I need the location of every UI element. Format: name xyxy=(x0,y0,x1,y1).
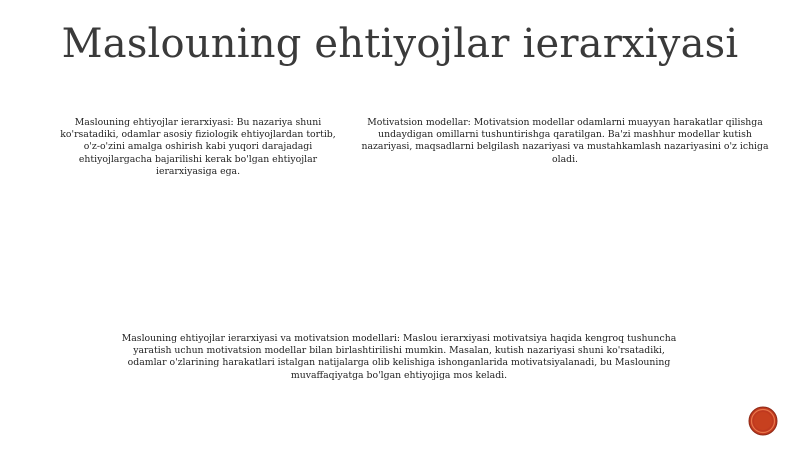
slide-title: Maslouning ehtiyojlar ierarxiyasi xyxy=(61,21,739,67)
text-block-combined: Maslouning ehtiyojlar ierarxiyasi va motivatsion modellari: Maslou ierarxiyasi motivatsiya haqida kengroq tushuncha yaratish uchun motivatsion modellar bilan birlashtirilishi mumkin. Masalan, kutish nazariyasi shuni ko'rsatadiki, odamlar o'zlarining harakatlari istalgan natijalarga olib kelishiga ishonganlarida motivatsiyalanadi, bu Maslouning muvaffaqiyatga bo'lgan ehtiyojiga mos keladi. xyxy=(121,333,677,381)
next-slide-button[interactable] xyxy=(748,406,778,436)
text-block-maslow-hierarchy: Maslouning ehtiyojlar ierarxiyasi: Bu nazariya shuni ko'rsatadiki, odamlar asosiy fiziologik ehtiyojlardan tortib, o'z-o'zini amalga oshirish kabi yuqori darajadagi ehtiyojlargacha bajarilishi kerak bo'lgan ehtiyojlar ierarxiyasiga ega. xyxy=(60,117,336,177)
text-block-motivational-models: Motivatsion modellar: Motivatsion modellar odamlarni muayyan harakatlar qilishga undaydigan omillarni tushuntirishga qaratilgan. Ba'zi mashhur modellar kutish nazariyasi, maqsadlarni belgilash nazariyasi va mustahkamlash nazariyasini o'z ichiga oladi. xyxy=(361,117,769,165)
circle-nav-icon xyxy=(748,406,778,436)
